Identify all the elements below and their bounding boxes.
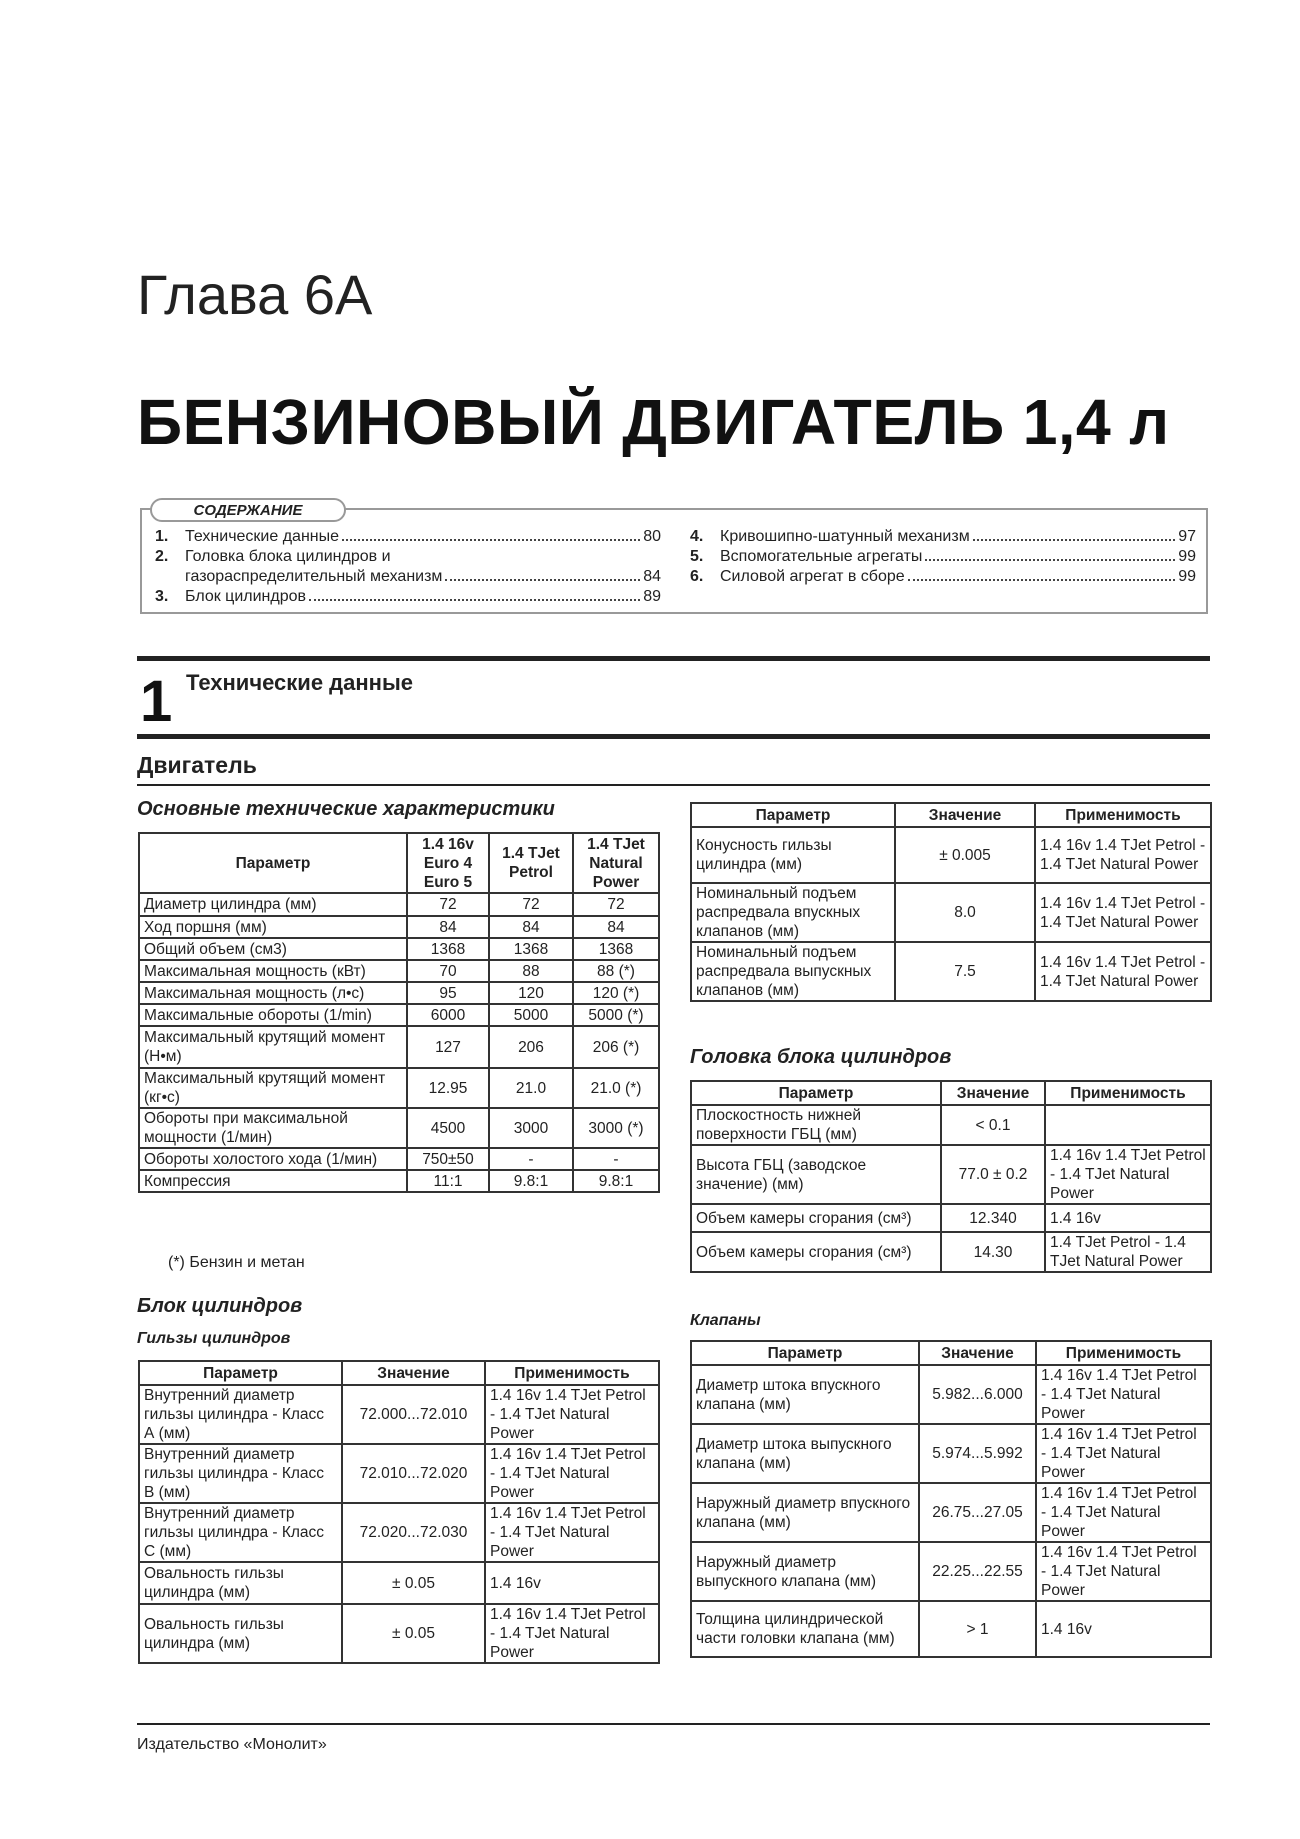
toc-label: Кривошипно-шатунный механизм <box>720 528 970 545</box>
table-cell: ± 0.05 <box>342 1562 485 1604</box>
liners-table <box>138 1360 660 1664</box>
toc-page: 89 <box>643 588 661 605</box>
table-row <box>139 982 659 1004</box>
toc-dots <box>925 559 1175 561</box>
table-row <box>139 1562 659 1604</box>
table-cell: 6000 <box>407 1004 489 1026</box>
table-cell: Овальность гильзы цилиндра (мм) <box>139 1604 342 1663</box>
table-cell: Наружный диаметр впускного клапана (мм) <box>691 1483 919 1542</box>
table-cell: 70 <box>407 960 489 982</box>
table-cell: Максимальные обороты (1/min) <box>139 1004 407 1026</box>
col-header: Параметр <box>691 1341 919 1365</box>
section-rule-top <box>137 656 1210 661</box>
toc-page: 80 <box>643 528 661 545</box>
valves-table <box>690 1340 1212 1658</box>
valves-heading: Клапаны <box>690 1312 761 1329</box>
table-cell: 72.020...72.030 <box>342 1503 485 1562</box>
engine-heading: Двигатель <box>137 752 257 778</box>
table-cell: 1368 <box>489 938 573 960</box>
table-cell: Диаметр штока впускного клапана (мм) <box>691 1365 919 1424</box>
table-cell: Компрессия <box>139 1170 407 1192</box>
table-cell: 72.000...72.010 <box>342 1385 485 1444</box>
table-row <box>691 1542 1211 1601</box>
footnote: (*) Бензин и метан <box>168 1254 305 1271</box>
table-cell: 84 <box>407 916 489 938</box>
table-row <box>139 1604 659 1663</box>
table-cell: < 0.1 <box>941 1105 1045 1145</box>
table-cell: 88 <box>489 960 573 982</box>
section-title: Технические данные <box>186 670 413 695</box>
table-cell: 1.4 16v <box>1045 1204 1211 1232</box>
toc-page: 97 <box>1178 528 1196 545</box>
col-header: 1.4 16v Euro 4 Euro 5 <box>407 833 489 893</box>
table-cell: 1368 <box>407 938 489 960</box>
toc-label: Силовой агрегат в сборе <box>720 568 905 585</box>
toc-label: Технические данные <box>185 528 340 545</box>
table-cell: Высота ГБЦ (заводское значение) (мм) <box>691 1145 941 1204</box>
table-cell: 84 <box>489 916 573 938</box>
col-header: Значение <box>941 1081 1045 1105</box>
main-specs-table <box>138 832 660 1193</box>
toc-item[interactable] <box>690 528 1196 546</box>
table-cell: 1.4 16v 1.4 TJet Petrol - 1.4 TJet Natural Power <box>1036 1365 1211 1424</box>
table-cell: Максимальный крутящий момент (Н•м) <box>139 1026 407 1068</box>
table-row <box>691 827 1211 883</box>
table-cell: Обороты холостого хода (1/мин) <box>139 1148 407 1170</box>
table-cell: Максимальная мощность (л•с) <box>139 982 407 1004</box>
table-cell: 1.4 16v 1.4 TJet Petrol - 1.4 TJet Natural Power <box>485 1604 659 1663</box>
toc-page: 99 <box>1178 568 1196 585</box>
table-cell: 12.340 <box>941 1204 1045 1232</box>
col-header: Применимость <box>1035 803 1211 827</box>
toc-number: 1. <box>155 528 169 545</box>
table-row <box>139 1148 659 1170</box>
col-header: 1.4 TJet Natural Power <box>573 833 659 893</box>
col-header: Применимость <box>485 1361 659 1385</box>
toc-number: 5. <box>690 548 704 565</box>
col-header: Параметр <box>139 1361 342 1385</box>
table-row <box>691 1424 1211 1483</box>
page-title: БЕНЗИНОВЫЙ ДВИГАТЕЛЬ 1,4 л <box>137 386 1170 458</box>
toc-label: Блок цилиндров <box>185 588 307 605</box>
table-cell: 206 (*) <box>573 1026 659 1068</box>
toc-label: Головка блока цилиндров и <box>185 548 391 565</box>
table-cell: 1.4 16v 1.4 TJet Petrol - 1.4 TJet Natural Power <box>1035 827 1211 883</box>
toc-number: 4. <box>690 528 704 545</box>
table-cell: Номинальный подъем распредвала впускных клапанов (мм) <box>691 883 895 942</box>
engine-rule <box>137 784 1210 786</box>
table-cell: 72 <box>407 893 489 916</box>
toc-item[interactable] <box>155 548 661 566</box>
table-cell: 72 <box>489 893 573 916</box>
table-cell: - <box>489 1148 573 1170</box>
table-row <box>139 916 659 938</box>
table-cell: 77.0 ± 0.2 <box>941 1145 1045 1204</box>
toc-dots <box>309 599 640 601</box>
block-heading: Блок цилиндров <box>137 1295 303 1317</box>
table-cell: Ход поршня (мм) <box>139 916 407 938</box>
table-cell: 127 <box>407 1026 489 1068</box>
table-cell: 21.0 <box>489 1068 573 1108</box>
head-table <box>690 1080 1212 1273</box>
table-cell: 1.4 16v 1.4 TJet Petrol - 1.4 TJet Natural Power <box>1035 942 1211 1001</box>
toc-dots <box>342 539 640 541</box>
table-cell: 11:1 <box>407 1170 489 1192</box>
table-cell: 1.4 16v 1.4 TJet Petrol - 1.4 TJet Natural Power <box>485 1385 659 1444</box>
toc-item[interactable] <box>690 548 1196 566</box>
table-cell: Обороты при максимальной мощности (1/мин) <box>139 1108 407 1148</box>
toc-page: 99 <box>1178 548 1196 565</box>
publisher-footer: Издательство «Монолит» <box>137 1736 327 1753</box>
table-cell: 14.30 <box>941 1232 1045 1272</box>
table-row <box>691 883 1211 942</box>
section-rule-bottom <box>137 734 1210 739</box>
toc-page: 84 <box>643 568 661 585</box>
table-cell: 1.4 16v 1.4 TJet Petrol - 1.4 TJet Natural Power <box>485 1444 659 1503</box>
liner-params-table <box>690 802 1212 1002</box>
table-row <box>691 1204 1211 1232</box>
col-header: Параметр <box>691 1081 941 1105</box>
table-cell: Толщина цилиндрической части головки клапана (мм) <box>691 1601 919 1657</box>
col-header: Применимость <box>1036 1341 1211 1365</box>
table-cell: 120 (*) <box>573 982 659 1004</box>
col-header: Параметр <box>139 833 407 893</box>
col-header: Параметр <box>691 803 895 827</box>
table-cell: Овальность гильзы цилиндра (мм) <box>139 1562 342 1604</box>
table-cell <box>1045 1105 1211 1145</box>
toc-number: 6. <box>690 568 704 585</box>
table-row <box>691 1232 1211 1272</box>
chapter-label: Глава 6А <box>137 263 373 326</box>
table-cell: 84 <box>573 916 659 938</box>
toc-item[interactable] <box>155 528 661 546</box>
table-row <box>691 1105 1211 1145</box>
table-row <box>691 1145 1211 1204</box>
table-cell: 4500 <box>407 1108 489 1148</box>
table-row <box>691 1483 1211 1542</box>
table-cell: 1.4 16v 1.4 TJet Petrol - 1.4 TJet Natural Power <box>1036 1542 1211 1601</box>
table-cell: Общий объем (см3) <box>139 938 407 960</box>
table-row <box>139 1170 659 1192</box>
table-cell: > 1 <box>919 1601 1036 1657</box>
table-cell: 26.75...27.05 <box>919 1483 1036 1542</box>
table-cell: Диаметр штока выпускного клапана (мм) <box>691 1424 919 1483</box>
table-cell: 1.4 16v 1.4 TJet Petrol - 1.4 TJet Natural Power <box>1045 1145 1211 1204</box>
table-cell: 3000 <box>489 1108 573 1148</box>
contents-label: СОДЕРЖАНИЕ <box>150 498 346 522</box>
table-cell: Диаметр цилиндра (мм) <box>139 893 407 916</box>
table-cell: 1368 <box>573 938 659 960</box>
col-header: Значение <box>895 803 1035 827</box>
col-header: Применимость <box>1045 1081 1211 1105</box>
table-cell: 5.974...5.992 <box>919 1424 1036 1483</box>
table-cell: 9.8:1 <box>489 1170 573 1192</box>
table-cell: - <box>573 1148 659 1170</box>
table-cell: Номинальный подъем распредвала выпускных клапанов (мм) <box>691 942 895 1001</box>
liners-subheading: Гильзы цилиндров <box>137 1330 291 1347</box>
table-cell: Объем камеры сгорания (см³) <box>691 1204 941 1232</box>
table-cell: Плоскостность нижней поверхности ГБЦ (мм) <box>691 1105 941 1145</box>
table-cell: Внутренний диаметр гильзы цилиндра - Класс С (мм) <box>139 1503 342 1562</box>
table-cell: Наружный диаметр выпускного клапана (мм) <box>691 1542 919 1601</box>
table-cell: 8.0 <box>895 883 1035 942</box>
table-row <box>139 893 659 916</box>
table-row <box>139 960 659 982</box>
col-header: Значение <box>919 1341 1036 1365</box>
table-cell: 1.4 16v 1.4 TJet Petrol - 1.4 TJet Natural Power <box>485 1503 659 1562</box>
table-cell: 1.4 16v <box>1036 1601 1211 1657</box>
table-cell: 12.95 <box>407 1068 489 1108</box>
table-row <box>139 1503 659 1562</box>
toc-label: газораспределительный механизм <box>185 568 443 585</box>
table-cell: 1.4 16v 1.4 TJet Petrol - 1.4 TJet Natural Power <box>1035 883 1211 942</box>
table-row <box>139 1444 659 1503</box>
table-cell: 22.25...22.55 <box>919 1542 1036 1601</box>
table-cell: 5000 (*) <box>573 1004 659 1026</box>
section-number: 1 <box>140 669 173 734</box>
table-row <box>691 1601 1211 1657</box>
table-row <box>139 1108 659 1148</box>
toc-dots <box>445 579 640 581</box>
table-cell: 5000 <box>489 1004 573 1026</box>
table-cell: Внутренний диаметр гильзы цилиндра - Класс А (мм) <box>139 1385 342 1444</box>
table-row <box>139 1004 659 1026</box>
table-cell: 72.010...72.020 <box>342 1444 485 1503</box>
table-cell: 206 <box>489 1026 573 1068</box>
main-specs-heading: Основные технические характеристики <box>137 798 555 820</box>
table-cell: 3000 (*) <box>573 1108 659 1148</box>
table-row <box>139 1068 659 1108</box>
table-cell: Объем камеры сгорания (см³) <box>691 1232 941 1272</box>
table-cell: 750±50 <box>407 1148 489 1170</box>
table-row <box>139 938 659 960</box>
table-cell: 88 (*) <box>573 960 659 982</box>
table-cell: 120 <box>489 982 573 1004</box>
table-cell: 7.5 <box>895 942 1035 1001</box>
toc-dots <box>973 539 1176 541</box>
toc-item[interactable] <box>155 568 661 586</box>
col-header: 1.4 TJet Petrol <box>489 833 573 893</box>
table-cell: Максимальный крутящий момент (кг•с) <box>139 1068 407 1108</box>
table-row <box>139 1026 659 1068</box>
table-cell: ± 0.05 <box>342 1604 485 1663</box>
table-cell: Максимальная мощность (кВт) <box>139 960 407 982</box>
table-cell: 1.4 16v <box>485 1562 659 1604</box>
table-cell: 72 <box>573 893 659 916</box>
toc-number: 2. <box>155 548 169 565</box>
table-cell: 5.982...6.000 <box>919 1365 1036 1424</box>
table-cell: 9.8:1 <box>573 1170 659 1192</box>
table-cell: 95 <box>407 982 489 1004</box>
toc-number: 3. <box>155 588 169 605</box>
col-header: Значение <box>342 1361 485 1385</box>
table-cell: Конусность гильзы цилиндра (мм) <box>691 827 895 883</box>
toc-label: Вспомогательные агрегаты <box>720 548 923 565</box>
table-cell: 1.4 16v 1.4 TJet Petrol - 1.4 TJet Natural Power <box>1036 1483 1211 1542</box>
toc-item[interactable] <box>690 568 1196 586</box>
toc-item[interactable] <box>155 588 661 606</box>
head-heading: Головка блока цилиндров <box>690 1046 952 1068</box>
table-cell: ± 0.005 <box>895 827 1035 883</box>
table-cell: 1.4 16v 1.4 TJet Petrol - 1.4 TJet Natural Power <box>1036 1424 1211 1483</box>
footer-rule <box>137 1723 1210 1725</box>
table-cell: 1.4 TJet Petrol - 1.4 TJet Natural Power <box>1045 1232 1211 1272</box>
table-cell: 21.0 (*) <box>573 1068 659 1108</box>
table-row <box>139 1385 659 1444</box>
table-cell: Внутренний диаметр гильзы цилиндра - Класс В (мм) <box>139 1444 342 1503</box>
table-row <box>691 1365 1211 1424</box>
table-row <box>691 942 1211 1001</box>
toc-dots <box>908 579 1176 581</box>
